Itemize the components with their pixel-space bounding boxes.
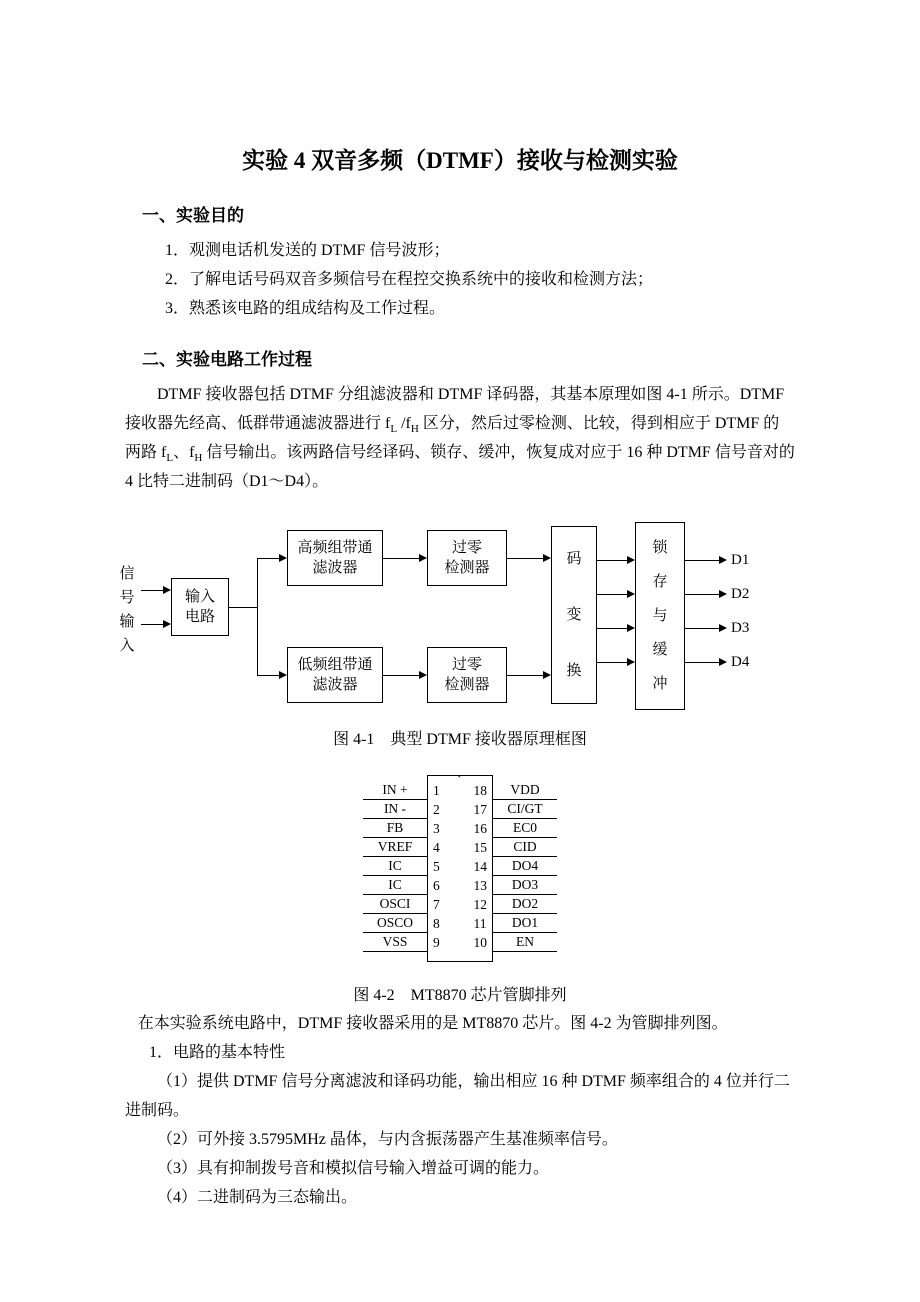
subscript-fh: H	[194, 452, 203, 465]
process-paragraph	[125, 380, 795, 496]
zero-detector-label-line1: 过零	[451, 540, 482, 556]
pin-label: EC0	[493, 819, 557, 838]
line-branch-vertical	[257, 558, 258, 676]
pin-label: IN +	[363, 781, 427, 800]
chip-left-pin-numbers	[428, 781, 445, 952]
pin-number: 4	[433, 840, 440, 855]
pin-label: CI/GT	[493, 800, 557, 819]
pin-number: 16	[473, 821, 487, 836]
doc-title: 实验 4 双音多频（DTMF）接收与检测实验	[242, 148, 678, 173]
pin-label: OSCO	[363, 914, 427, 933]
pin-number: 7	[433, 897, 440, 912]
pin-label: OSCI	[363, 895, 427, 914]
chip-intro-paragraph: 在本实验系统电路中，DTMF 接收器采用的是 MT8870 芯片。图 4-2 为管脚排列图。	[137, 1015, 728, 1032]
pin-label: IC	[363, 857, 427, 876]
subscript-fl: L	[390, 423, 398, 436]
pin-label: DO1	[493, 914, 557, 933]
pin-number: 10	[473, 935, 487, 950]
signal-input-label: 信号输入	[119, 566, 135, 654]
chip-right-pin-labels	[493, 781, 557, 952]
latch-buffer-box	[635, 522, 685, 710]
pin-number: 3	[433, 821, 440, 836]
pin-label: DO2	[493, 895, 557, 914]
low-filter-box	[287, 647, 383, 703]
pin-number: 12	[473, 897, 487, 912]
zero-detector-label-line1: 过零	[451, 657, 482, 673]
arrow-code-to-latch-2	[597, 594, 627, 595]
para-seg: 、f	[173, 444, 195, 461]
output-label-d1: D1	[731, 552, 750, 568]
pin-label: VREF	[363, 838, 427, 857]
pin-number: 1	[433, 783, 440, 798]
chip-notch-mark: `	[456, 774, 462, 789]
high-filter-label-line1: 高频组带通	[297, 540, 373, 556]
pin-number: 8	[433, 916, 440, 931]
pin-number: 18	[473, 783, 487, 798]
pin-number: 2	[433, 802, 440, 817]
arrow-branch-to-low-filter	[257, 675, 279, 676]
chip-feature-item: （4）二进制码为三态输出。	[157, 1189, 358, 1206]
chip-feature-item: （3）具有抑制拨号音和模拟信号输入增益可调的能力。	[157, 1160, 550, 1177]
section-heading-purpose: 一、实验目的	[142, 206, 244, 225]
high-filter-label-line2: 滤波器	[312, 560, 358, 576]
subscript-fl: L	[166, 452, 174, 465]
arrow-high-filter-to-detector	[383, 558, 419, 559]
code-converter-box	[551, 526, 597, 704]
arrow-code-to-latch-3	[597, 628, 627, 629]
pin-label: FB	[363, 819, 427, 838]
zero-detector-label-line2: 检测器	[444, 560, 490, 576]
arrow-detector-bottom-to-code	[507, 675, 543, 676]
figure1-caption: 图 4-1 典型 DTMF 接收器原理框图	[333, 731, 587, 748]
arrow-latch-to-d2	[685, 594, 719, 595]
figure2-caption: 图 4-2 MT8870 芯片管脚排列	[353, 987, 567, 1004]
section-heading-process: 二、实验电路工作过程	[142, 350, 312, 369]
arrow-latch-to-d4	[685, 662, 719, 663]
arrow-code-to-latch-4	[597, 662, 627, 663]
purpose-list	[125, 236, 795, 323]
arrow-code-to-latch-1	[597, 560, 627, 561]
arrow-signal-to-input-bottom	[141, 624, 163, 625]
zero-detector-top-box	[427, 530, 507, 586]
chip-feature-item: （2）可外接 3.5795MHz 晶体，与内含振荡器产生基准频率信号。	[157, 1131, 618, 1148]
figure-dtmf-receiver-diagram	[119, 512, 779, 712]
subscript-fh: H	[410, 423, 419, 436]
pin-label: VDD	[493, 781, 557, 800]
chip-subheading: 1．电路的基本特性	[149, 1044, 286, 1061]
chip-feature-list	[125, 1067, 795, 1212]
purpose-item: 2．了解电话号码双音多频信号在程控交换系统中的接收和检测方法；	[165, 271, 654, 288]
line-input-to-branch	[229, 607, 257, 608]
chip-right-pin-numbers	[469, 781, 493, 952]
pin-number: 17	[473, 802, 487, 817]
output-label-d4: D4	[731, 654, 750, 670]
para-seg: /f	[397, 415, 411, 432]
pin-number: 13	[473, 878, 487, 893]
chip-feature-item: （1）提供 DTMF 信号分离滤波和译码功能，输出相应 16 种 DTMF 频率组合的 4 位并行二进制码。	[125, 1073, 790, 1119]
arrow-latch-to-d3	[685, 628, 719, 629]
pin-label: DO3	[493, 876, 557, 895]
code-converter-label: 码变换	[566, 551, 582, 679]
chip-body	[427, 775, 493, 962]
para-seg: 区分，然后过零检测、比较，得到相应于 DTMF 的两路 f	[125, 415, 780, 461]
para-seg: 信号输出。该两路信号经译码、锁存、缓冲，恢复成对应于 16 种 DTMF 信号音对的 4 比特二进制码（D1～D4）。	[125, 444, 795, 490]
pin-number: 9	[433, 935, 440, 950]
zero-detector-label-line2: 检测器	[444, 677, 490, 693]
pin-label: DO4	[493, 857, 557, 876]
output-label-d2: D2	[731, 586, 750, 602]
arrow-latch-to-d1	[685, 560, 719, 561]
low-filter-label-line1: 低频组带通	[297, 657, 373, 673]
pin-label: IN -	[363, 800, 427, 819]
arrow-branch-to-high-filter	[257, 558, 279, 559]
input-circuit-label-line2: 电路	[184, 609, 215, 625]
input-circuit-box	[171, 578, 229, 636]
input-circuit-label-line1: 输入	[184, 589, 215, 605]
pin-number: 6	[433, 878, 440, 893]
para-seg: DTMF 接收器包括 DTMF 分组滤波器和 DTMF 译码器，其基本原理如图 4-1 所示。DTMF 接收器先经高、低群带通滤波器进行 f	[125, 386, 785, 432]
pin-label: EN	[493, 933, 557, 952]
chip-left-pin-labels	[363, 781, 427, 952]
pin-label: IC	[363, 876, 427, 895]
pin-number: 14	[473, 859, 487, 874]
low-filter-label-line2: 滤波器	[312, 677, 358, 693]
arrow-detector-top-to-code	[507, 558, 543, 559]
pin-number: 5	[433, 859, 440, 874]
arrow-low-filter-to-detector	[383, 675, 419, 676]
pin-number: 11	[473, 916, 487, 931]
output-label-d3: D3	[731, 620, 750, 636]
pin-label: VSS	[363, 933, 427, 952]
pin-label: CID	[493, 838, 557, 857]
arrow-signal-to-input-top	[141, 590, 163, 591]
figure-mt8870-pinout	[125, 775, 795, 962]
purpose-item: 1．观测电话机发送的 DTMF 信号波形；	[165, 242, 450, 259]
zero-detector-bottom-box	[427, 647, 507, 703]
high-filter-box	[287, 530, 383, 586]
purpose-item: 3．熟悉该电路的组成结构及工作过程。	[165, 300, 446, 317]
pin-number: 15	[473, 840, 487, 855]
latch-buffer-label: 锁存与缓冲	[652, 540, 668, 692]
